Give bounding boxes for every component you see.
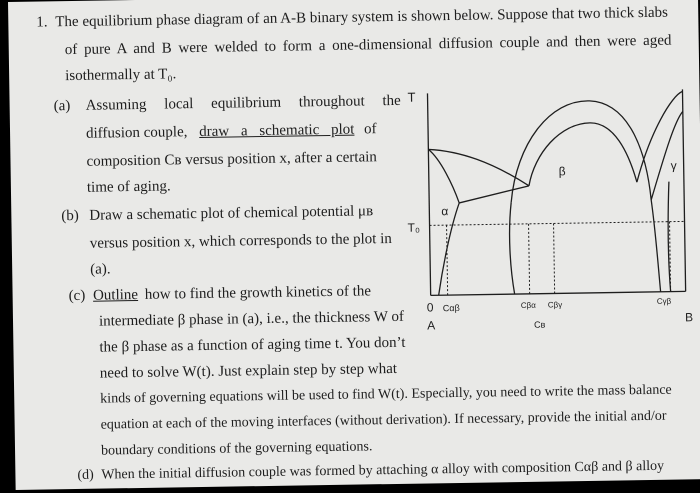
beta-right-boundary bbox=[651, 200, 660, 292]
part-c-line-2: intermediate β phase in (a), i.e., the thickness W of bbox=[98, 308, 405, 330]
phase-diagram bbox=[399, 81, 700, 341]
part-b-line-2: versus position x, which corresponds to the plot in bbox=[89, 231, 392, 252]
underlined-draw-schematic-plot: draw a schematic plot bbox=[199, 121, 355, 141]
part-d-line-1: (d) When the initial diffusion couple was formed by attaching α alloy with composition Cαβ and β alloy bbox=[77, 458, 665, 483]
intro-line-1: The equilibrium phase diagram of an A-B binary system is shown below. Suppose that two thick slabs bbox=[55, 4, 669, 31]
problem-heading bbox=[36, 4, 668, 32]
part-a-line-3: composition Cʙ versus position x, after a certain bbox=[86, 149, 377, 170]
x-b-label: B bbox=[684, 310, 694, 325]
part-b-label: (b) bbox=[61, 207, 79, 225]
part-a-line-4: time of aging. bbox=[86, 178, 171, 196]
temperature-axis bbox=[427, 93, 430, 295]
part-c-line-5: kinds of governing equations will be used to find W(t). Especially, you need to write the mass balance bbox=[100, 382, 672, 407]
c-alpha-beta-dropline bbox=[447, 225, 448, 295]
x-a-label: A bbox=[427, 318, 436, 333]
part-b-line-3: (a). bbox=[90, 261, 111, 278]
c-beta-alpha-dropline bbox=[529, 224, 530, 294]
axis-t-label: T bbox=[407, 89, 416, 105]
alpha-solidus-curve bbox=[428, 149, 459, 203]
c-beta-alpha-label: Cβα bbox=[520, 300, 536, 310]
part-a-line-1: Assuming local equilibrium throughout the bbox=[85, 92, 401, 114]
gamma-solidus-curve bbox=[650, 111, 684, 200]
composition-axis bbox=[431, 291, 686, 295]
c-beta-gamma-dropline bbox=[554, 223, 555, 293]
c-beta-gamma-label: Cβγ bbox=[547, 300, 563, 310]
intro-line-3: isothermally at T₀. bbox=[65, 66, 177, 85]
right-axis bbox=[682, 89, 685, 291]
problem-number: 1. bbox=[36, 14, 48, 31]
x-zero-label: 0 bbox=[426, 300, 434, 315]
part-c-line-6: equation at each of the moving interfaces (without derivation). If necessary, provide the initial and/or bbox=[100, 408, 667, 433]
part-c-label: (c) Outline how to find the growth kinetics of the bbox=[68, 283, 372, 305]
document-page bbox=[8, 0, 700, 490]
underlined-outline: Outline bbox=[92, 286, 139, 304]
eutectic-line bbox=[459, 186, 529, 203]
part-c-line-4: need to solve W(t). Just explain step by step what bbox=[99, 360, 398, 382]
part-a-label: (a) bbox=[53, 98, 71, 115]
beta-dome-inner bbox=[528, 122, 637, 186]
t0-label: T₀ bbox=[407, 220, 421, 235]
c-gamma-beta-label: Cγβ bbox=[656, 296, 672, 306]
c-b-label: Cʙ bbox=[534, 319, 546, 330]
t0-isotherm bbox=[430, 221, 685, 225]
c-alpha-beta-label: Cαβ bbox=[442, 302, 460, 314]
part-a-line-2: diffusion couple, draw a schematic plot of bbox=[85, 121, 377, 142]
phase-alpha-label: α bbox=[441, 204, 449, 219]
intro-line-2: of pure A and B were welded to form a one-dimensional diffusion couple and then were aged bbox=[64, 32, 672, 59]
part-c-line-7: boundary conditions of the governing equations. bbox=[100, 439, 373, 459]
beta-left-boundary bbox=[509, 202, 515, 294]
part-b-line-1: Draw a schematic plot of chemical potential μʙ bbox=[89, 203, 374, 224]
part-c-line-3: the β phase as a function of aging time t. You don’t bbox=[99, 334, 406, 356]
beta-dome-outer bbox=[510, 100, 652, 202]
phase-gamma-label: γ bbox=[670, 158, 677, 173]
phase-beta-label: β bbox=[558, 164, 566, 179]
